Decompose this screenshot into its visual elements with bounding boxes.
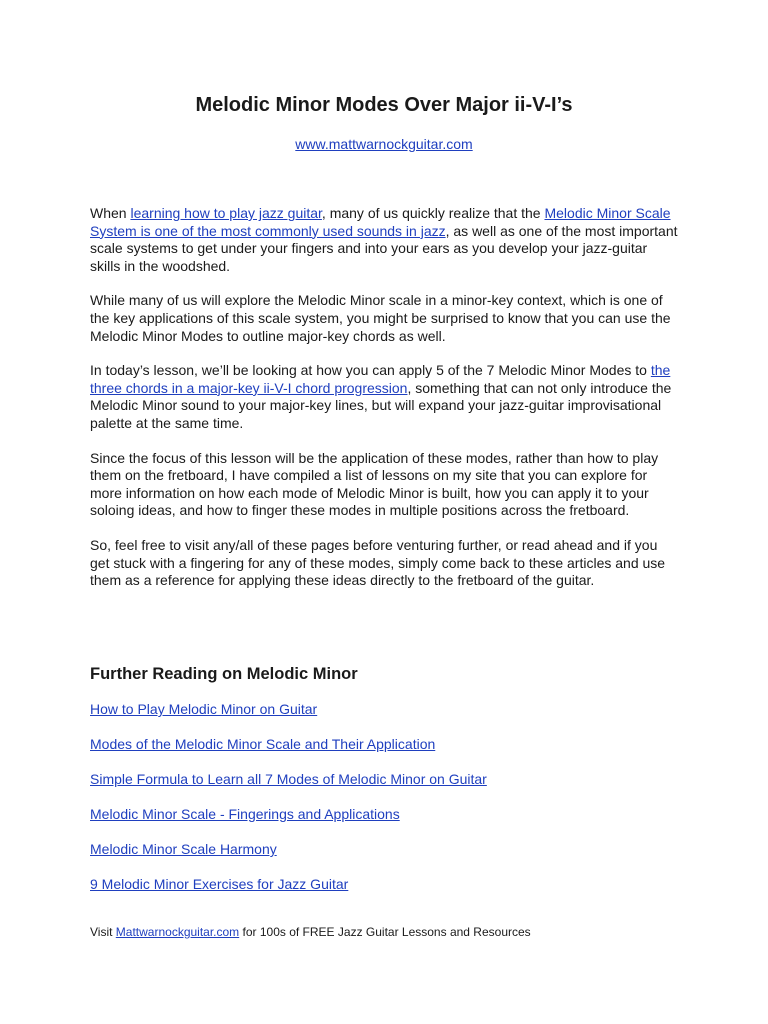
reading-link-harmony[interactable]: Melodic Minor Scale Harmony [90, 841, 277, 857]
reading-link-simple-formula[interactable]: Simple Formula to Learn all 7 Modes of Melodic Minor on Guitar [90, 771, 487, 787]
further-reading-list [90, 700, 487, 910]
footer-text: Visit [90, 925, 116, 939]
reading-link-modes-application[interactable]: Modes of the Melodic Minor Scale and Their Application [90, 736, 436, 752]
footer-site-link[interactable]: Mattwarnockguitar.com [115, 925, 240, 939]
list-item [90, 700, 487, 735]
link-ii-v-i-progression[interactable]: the three chords in a major-key ii-V-I chord progression [90, 362, 671, 396]
list-item [90, 770, 487, 805]
reading-link-exercises[interactable]: 9 Melodic Minor Exercises for Jazz Guitar [90, 876, 349, 892]
article-body [90, 205, 680, 607]
paragraph-text: , as well as one of the most important scale systems to get under your fingers and into your ears as you develop your jazz-guitar skills in the woodshed. [90, 222, 678, 274]
site-url-line [0, 135, 768, 153]
paragraph-minor-key-context: While many of us will explore the Melodic Minor scale in a minor-key context, which is one of the key applications of this scale system, you might be surprised to know that you can use the Melodic Minor Modes to outline major-key chords as well. [90, 292, 671, 344]
paragraph-intro [90, 205, 680, 275]
further-reading-heading: Further Reading on Melodic Minor [90, 665, 358, 683]
paragraph-visit-pages: So, feel free to visit any/all of these pages before venturing further, or read ahead and if you get stuck with a fingering for any of these modes, simply come back to these articles and use them as a reference for applying these ideas directly to the fretboard of the guitar. [90, 536, 666, 589]
link-learn-jazz-guitar[interactable]: learning how to play jazz guitar [130, 205, 322, 221]
list-item [90, 735, 487, 770]
paragraph-text: When [90, 205, 131, 221]
paragraph-todays-lesson [90, 362, 680, 432]
list-item [90, 805, 487, 840]
list-item [90, 875, 487, 910]
footer-text: for 100s of FREE Jazz Guitar Lessons and Resources [239, 925, 531, 939]
paragraph-text: In today’s lesson, we’ll be looking at how you can apply 5 of the 7 Melodic Minor Modes to [90, 362, 651, 379]
paragraph-text: , something that can not only introduce the Melodic Minor sound to your major-key lines, but will expand your jazz-guitar improvisational palette at the same time. [90, 379, 672, 431]
paragraph-lesson-focus: Since the focus of this lesson will be the application of these modes, rather than how to play them on the fretboard, I have compiled a list of lessons on my site that you can explore for more information on how each mode of Melodic Minor is built, how you can apply it to your soloing ideas, and how to finger these modes in multiple positions across the fretboard. [90, 449, 659, 519]
reading-link-how-to-play[interactable]: How to Play Melodic Minor on Guitar [90, 701, 318, 717]
site-url-link[interactable]: www.mattwarnockguitar.com [295, 136, 473, 152]
paragraph-text: , many of us quickly realize that the [321, 205, 545, 221]
list-item [90, 840, 487, 875]
link-melodic-minor-system[interactable]: Melodic Minor Scale System is one of the most commonly used sounds in jazz [90, 205, 671, 239]
page-footer [90, 924, 531, 940]
page-title: Melodic Minor Modes Over Major ii-V-I’s [195, 94, 573, 116]
reading-link-fingerings[interactable]: Melodic Minor Scale - Fingerings and Applications [90, 806, 400, 822]
